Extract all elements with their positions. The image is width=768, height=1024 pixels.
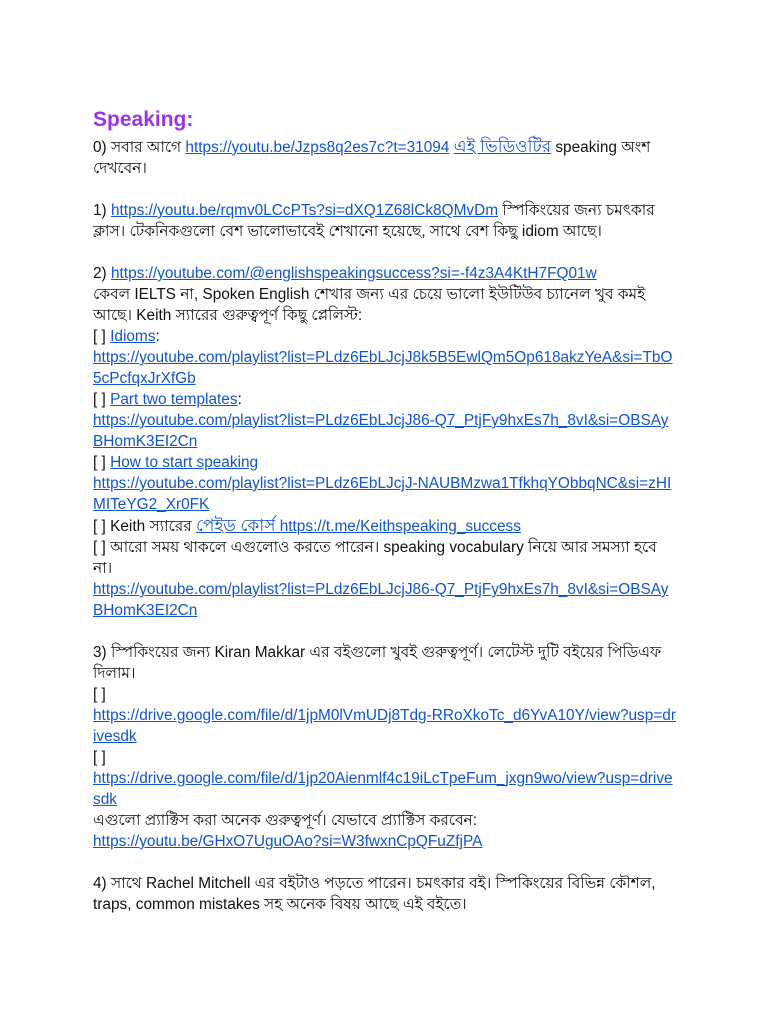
- item2-channel-link[interactable]: https://youtube.com/@englishspeakingsuccess?si=-f4z3A4KtH7FQ01w: [110, 265, 597, 282]
- vocabulary-line: [93, 537, 678, 621]
- item3-text: 3) স্পিকিংয়ের জন্য Kiran Makkar এর বইগুলো খুবই গুরুত্বপূর্ণ। লেটেস্ট দুটি বইয়ের পিডিএফ দিলাম।: [93, 644, 662, 682]
- paragraph-item-4: [93, 873, 678, 915]
- how-to-start-speaking-link[interactable]: How to start speaking: [110, 454, 259, 471]
- vocabulary-playlist-url[interactable]: https://youtube.com/playlist?list=PLdz6EbLJcjJ86-Q7_PtjFy9hxEs7h_8vI&si=OBSAyBHomK3EI2Cn: [93, 581, 669, 619]
- paid-course-line: [93, 515, 678, 537]
- pdf-item-2: [93, 747, 678, 810]
- vocabulary-text: [ ] আরো সময় থাকলে এগুলোও করতে পারেন। speaking vocabulary নিয়ে আর সমস্যা হবে না।: [93, 539, 657, 577]
- part-two-playlist-url[interactable]: https://youtube.com/playlist?list=PLdz6EbLJcjJ86-Q7_PtjFy9hxEs7h_8vI&si=OBSAyBHomK3EI2Cn: [93, 412, 669, 450]
- drive-pdf-link-1[interactable]: https://drive.google.com/file/d/1jpM0lVmUDj8Tdg-RRoXkoTc_d6YvA10Y/view?usp=drivesdk: [93, 707, 676, 745]
- item1-suffix: স্পিকিংয়ের জন্য চমৎকার ক্লাস। টেকনিকগুলো বেশ ভালোভাবেই শেখানো হয়েছে, সাথে বেশ কিছু idiom আছে।: [93, 202, 655, 240]
- checkbox-marker: [ ]: [93, 454, 111, 471]
- checkbox-marker: [ ]: [93, 391, 111, 408]
- playlist-idioms: [93, 326, 678, 389]
- drive-pdf-link-2[interactable]: https://drive.google.com/file/d/1jp20Aienmlf4c19iLcTpeFum_jxgn9wo/view?usp=drivesdk: [93, 770, 673, 808]
- item2-prefix: 2): [93, 265, 111, 282]
- item0-prefix: 0) সবার আগে: [93, 139, 186, 156]
- paragraph-item-0: [93, 136, 678, 179]
- section-heading: Speaking:: [93, 108, 194, 131]
- playlist-part-two: [93, 389, 678, 452]
- checkbox-marker: [ ]: [93, 328, 111, 345]
- idioms-colon: :: [155, 328, 160, 345]
- item4-text: 4) সাথে Rachel Mitchell এর বইটাও পড়তে পারেন। চমৎকার বই। স্পিকিংয়ের বিভিন্ন কৌশল, traps, common mistakes সহ অনেক বিষয় আছে এই বইতে।: [93, 875, 656, 913]
- checkbox-marker: [ ]: [93, 749, 106, 766]
- item0-video-link[interactable]: এই ভিডিওটির: [453, 137, 552, 156]
- part-two-colon: :: [237, 391, 242, 408]
- practice-line: [93, 810, 678, 852]
- spacer: [93, 179, 678, 200]
- spacer: [93, 242, 678, 263]
- paid-course-link[interactable]: পেইড কোর্স: [195, 516, 276, 535]
- paragraph-item-2: [93, 263, 678, 326]
- telegram-link[interactable]: https://t.me/Keithspeaking_success: [275, 518, 521, 535]
- document-body: [93, 136, 678, 915]
- paragraph-item-1: [93, 200, 678, 242]
- playlist-how-to-start: [93, 452, 678, 515]
- checkbox-marker: [ ]: [93, 686, 106, 703]
- item1-prefix: 1): [93, 202, 111, 219]
- idioms-playlist-url[interactable]: https://youtube.com/playlist?list=PLdz6EbLJcjJ8k5B5EwlQm5Op618akzYeA&si=TbO5cPcfqxJrXfGb: [93, 349, 673, 387]
- how-to-start-playlist-url[interactable]: https://youtube.com/playlist?list=PLdz6EbLJcjJ-NAUBMzwa1TfkhqYObbqNC&si=zHIMITeYG2_Xr0FK: [93, 475, 672, 513]
- paragraph-item-3: [93, 642, 678, 684]
- spacer: [93, 621, 678, 642]
- spacer: [93, 852, 678, 873]
- paid-course-prefix: [ ] Keith স্যারের: [93, 518, 196, 535]
- practice-text: এগুলো প্র্যাক্টিস করা অনেক গুরুত্বপূর্ণ। যেভাবে প্র্যাক্টিস করবেন:: [93, 812, 478, 829]
- idioms-link[interactable]: Idioms: [110, 328, 156, 345]
- part-two-templates-link[interactable]: Part two templates: [110, 391, 238, 408]
- item0-suffix: speaking অংশ দেখবেন।: [93, 139, 651, 177]
- practice-video-link[interactable]: https://youtu.be/GHxO7UguOAo?si=W3fwxnCpQFuZfjPA: [93, 833, 483, 850]
- pdf-item-1: [93, 684, 678, 747]
- item1-youtube-link[interactable]: https://youtu.be/rqmv0LCcPTs?si=dXQ1Z68lCk8QMvDm: [110, 202, 499, 219]
- item0-youtube-link[interactable]: https://youtu.be/Jzps8q2es7c?t=31094: [185, 139, 450, 156]
- item2-description: কেবল IELTS না, Spoken English শেখার জন্য এর চেয়ে ভালো ইউটিউব চ্যানেল খুব কমই আছে। Keith স্যারের গুরুত্বপূর্ণ কিছু প্লেলিস্ট:: [93, 286, 646, 324]
